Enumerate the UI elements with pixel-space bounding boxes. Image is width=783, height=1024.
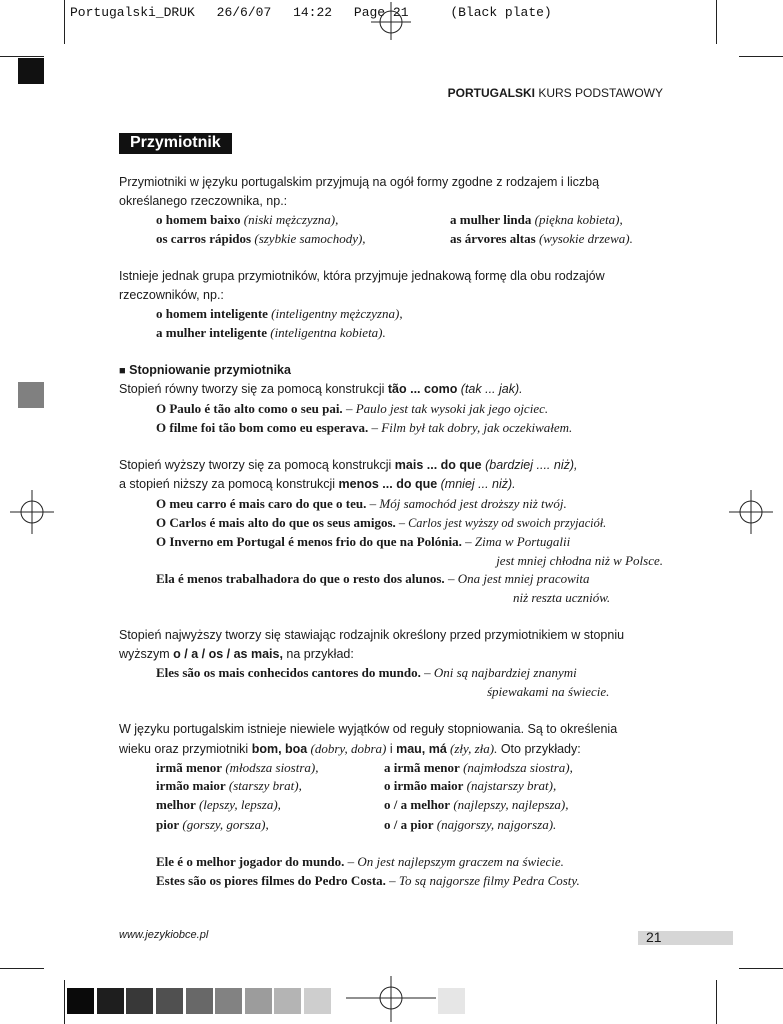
comparison-heading: ■ Stopniowanie przymiotnika xyxy=(119,363,291,377)
running-header-rest: KURS PODSTAWOWY xyxy=(534,86,663,100)
intro-example: as árvores altas (wysokie drzewa). xyxy=(450,231,633,246)
comparative-example-continuation: niż reszta uczniów. xyxy=(513,590,611,605)
comparative-example: Ela é menos trabalhadora do que o resto dos alunos. – Ona jest mniej pracowita xyxy=(156,571,590,586)
crop-mark xyxy=(716,980,717,1024)
exceptions-line-2: wieku oraz przymiotniki bom, boa (dobry, dobra) i mau, má (zły, zła). Oto przykłady: xyxy=(119,741,581,756)
page-number: 21 xyxy=(646,929,662,945)
crop-mark xyxy=(739,968,783,969)
color-bar-patch xyxy=(438,988,465,1014)
print-plate: (Black plate) xyxy=(450,5,552,20)
exceptions-line-1: W języku portugalskim istnieje niewiele wyjątków od reguły stopniowania. Są to określenia xyxy=(119,722,618,736)
exception-example: irmã menor (młodsza siostra), xyxy=(156,760,319,775)
invariable-line-2: rzeczowników, np.: xyxy=(119,288,224,302)
sentence-example: Ele é o melhor jogador do mundo. – On jest najlepszym graczem na świecie. xyxy=(156,854,564,869)
comparative-example: O Inverno em Portugal é menos frio do que na Polónia. – Zima w Portugalii xyxy=(156,534,571,549)
exception-example: a irmã menor (najmłodsza siostra), xyxy=(384,760,573,775)
inferior-degree-line: a stopień niższy za pomocą konstrukcji menos ... do que (mniej ... niż). xyxy=(119,477,516,491)
superior-degree-line: Stopień wyższy tworzy się za pomocą konstrukcji mais ... do que (bardziej .... niż), xyxy=(119,458,578,472)
registration-mark-icon xyxy=(8,488,56,536)
equal-degree-line: Stopień równy tworzy się za pomocą konstrukcji tão ... como (tak ... jak). xyxy=(119,382,523,396)
print-time: 14:22 xyxy=(293,5,333,20)
intro-example: o homem baixo (niski mężczyzna), xyxy=(156,212,339,227)
print-file: Portugalski_DRUK xyxy=(70,5,195,20)
comparative-example: O Carlos é mais alto do que os seus amigos. – Carlos jest wyższy od swoich przyjaciół. xyxy=(156,515,607,530)
superlative-line-1: Stopień najwyższy tworzy się stawiając rodzajnik określony przed przymiotnikiem w stopniu xyxy=(119,628,625,642)
comparative-example-continuation: jest mniej chłodna niż w Polsce. xyxy=(496,553,663,568)
color-bar-patch xyxy=(126,988,153,1014)
superlative-line-2: wyższym o / a / os / as mais, na przykład: xyxy=(119,647,354,661)
sentence-example: Estes são os piores filmes do Pedro Costa. – To są najgorsze filmy Pedra Costy. xyxy=(156,873,580,888)
color-bar-patch xyxy=(156,988,183,1014)
crop-mark xyxy=(739,56,783,57)
color-bar-patch xyxy=(67,988,94,1014)
gray-square-mark xyxy=(18,382,44,408)
print-date: 26/6/07 xyxy=(216,5,272,20)
black-square-mark xyxy=(18,58,44,84)
equal-example: O Paulo é tão alto como o seu pai. – Paulo jest tak wysoki jak jego ojciec. xyxy=(156,401,549,416)
intro-example: os carros rápidos (szybkie samochody), xyxy=(156,231,366,246)
registration-mark-icon xyxy=(366,0,416,40)
color-bar-patch xyxy=(186,988,213,1014)
invariable-example: o homem inteligente (inteligentny mężczyzna), xyxy=(156,306,403,321)
registration-mark-icon xyxy=(727,488,775,536)
superlative-example: Eles são os mais conhecidos cantores do mundo. – Oni są najbardziej znanymi xyxy=(156,665,577,680)
crop-mark xyxy=(64,980,65,1024)
running-header-bold: PORTUGALSKI xyxy=(447,86,535,100)
crop-mark xyxy=(716,0,717,44)
intro-line-1: Przymiotniki w języku portugalskim przyjmują na ogół formy zgodne z rodzajem i liczbą xyxy=(119,175,600,189)
print-header xyxy=(70,5,552,20)
exception-example: o irmão maior (najstarszy brat), xyxy=(384,778,557,793)
crop-mark xyxy=(0,56,44,57)
exception-example: irmão maior (starszy brat), xyxy=(156,778,302,793)
exception-example: o / a pior (najgorszy, najgorsza). xyxy=(384,817,557,832)
exception-example: melhor (lepszy, lepsza), xyxy=(156,797,281,812)
color-bar-patch xyxy=(215,988,242,1014)
footer-url: www.jezykiobce.pl xyxy=(119,929,209,941)
registration-mark-icon xyxy=(346,976,436,1022)
intro-example: a mulher linda (piękna kobieta), xyxy=(450,212,623,227)
exception-example: o / a melhor (najlepszy, najlepsza), xyxy=(384,797,569,812)
print-page: Page 21 xyxy=(353,5,409,20)
exception-example: pior (gorszy, gorsza), xyxy=(156,817,269,832)
color-bar-patch xyxy=(245,988,272,1014)
comparative-example: O meu carro é mais caro do que o teu. – Mój samochód jest droższy niż twój. xyxy=(156,496,567,511)
invariable-line-1: Istnieje jednak grupa przymiotników, która przyjmuje jednakową formę dla obu rodzajów xyxy=(119,269,605,283)
superlative-example-continuation: śpiewakami na świecie. xyxy=(487,684,610,699)
running-header xyxy=(448,86,663,100)
color-bar-patch xyxy=(304,988,331,1014)
color-bar-patch xyxy=(97,988,124,1014)
section-title: Przymiotnik xyxy=(119,133,232,154)
crop-mark xyxy=(0,968,44,969)
invariable-example: a mulher inteligente (inteligentna kobieta). xyxy=(156,325,386,340)
intro-line-2: określanego rzeczownika, np.: xyxy=(119,194,288,208)
bullet-square-icon: ■ xyxy=(119,365,126,377)
color-bar-patch xyxy=(274,988,301,1014)
equal-example: O filme foi tão bom como eu esperava. – Film był tak dobry, jak oczekiwałem. xyxy=(156,420,573,435)
crop-mark xyxy=(64,0,65,44)
